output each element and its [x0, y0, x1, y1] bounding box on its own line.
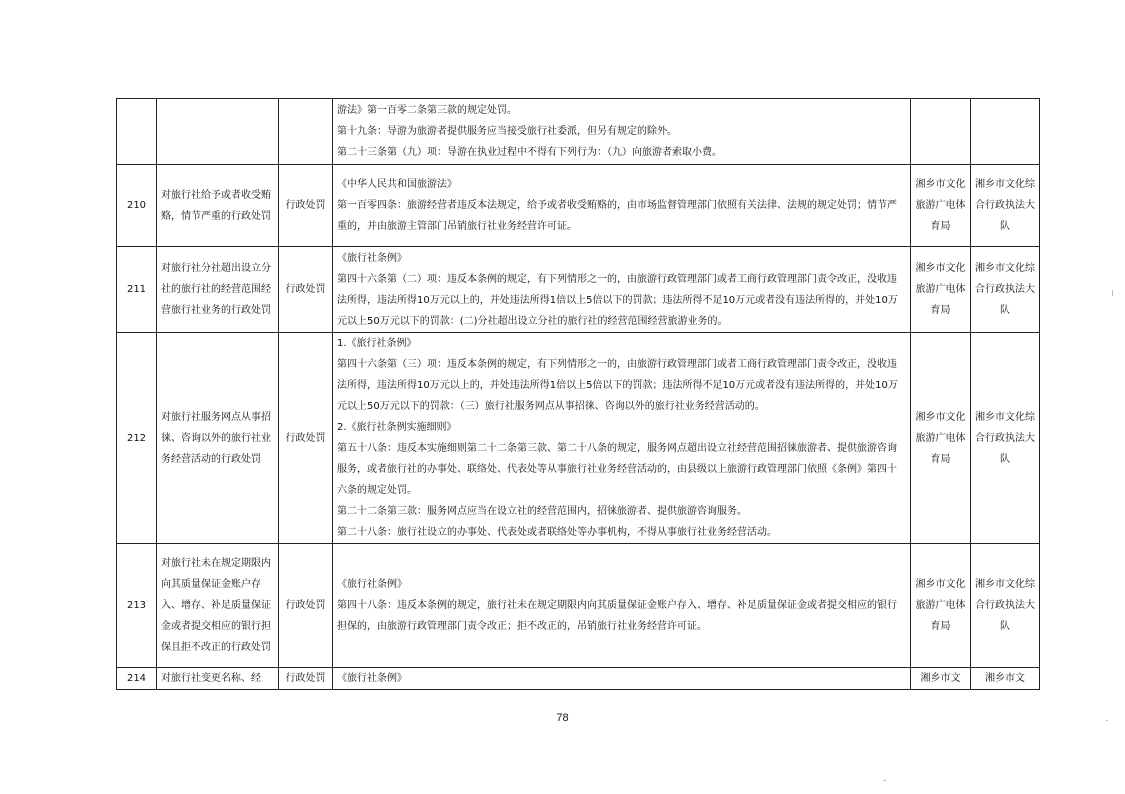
- basis-paragraph: 第一百零四条：旅游经营者违反本法规定，给予或者收受贿赂的，由市场监督管理部门依照有关法律、法规的规定处罚；情节严重的，并由旅游主管部门吊销旅行社业务经营许可证。: [337, 200, 897, 232]
- scan-speck: [883, 780, 886, 781]
- basis-paragraph: 《中华人民共和国旅游法》: [337, 179, 457, 190]
- responsible-department: 湘乡市文化旅游广电体育局: [911, 333, 971, 544]
- legal-basis: [333, 247, 911, 333]
- basis-paragraph: 1.《旅行社条例》: [337, 338, 417, 349]
- item-type: 行政处罚: [279, 668, 333, 690]
- scan-speck: [1112, 290, 1113, 296]
- legal-basis: [333, 668, 911, 690]
- item-type: 行政处罚: [279, 247, 333, 333]
- row-number: 214: [117, 668, 157, 690]
- legal-basis: [333, 165, 911, 247]
- responsible-department: [911, 99, 971, 165]
- basis-paragraph: 第十九条：导游为旅游者提供服务应当接受旅行社委派，但另有规定的除外。: [337, 126, 677, 137]
- scan-speck: [1106, 720, 1108, 721]
- row-number: 212: [117, 333, 157, 544]
- row-number: [117, 99, 157, 165]
- item-name: 对旅行社变更名称、经: [157, 668, 279, 690]
- penalty-table: [116, 98, 1040, 690]
- basis-paragraph: 《旅行社条例》: [337, 673, 407, 684]
- table-row: [117, 165, 1040, 247]
- enforcement-unit: 湘乡市文化综合行政执法大队: [971, 247, 1040, 333]
- item-type: 行政处罚: [279, 544, 333, 668]
- item-type: [279, 99, 333, 165]
- item-name: 对旅行社服务网点从事招徕、咨询以外的旅行社业务经营活动的行政处罚: [157, 333, 279, 544]
- enforcement-unit: 湘乡市文化综合行政执法大队: [971, 165, 1040, 247]
- table-row: [117, 99, 1040, 165]
- basis-paragraph: 2.《旅行社条例实施细则》: [337, 422, 457, 433]
- basis-paragraph: 《旅行社条例》: [337, 252, 407, 264]
- responsible-department: 湘乡市文化旅游广电体育局: [911, 247, 971, 333]
- enforcement-unit: 湘乡市文: [971, 668, 1040, 690]
- row-number: 210: [117, 165, 157, 247]
- item-name: 对旅行社分社超出设立分社的旅行社的经营范围经营旅行社业务的行政处罚: [157, 247, 279, 333]
- legal-basis: [333, 544, 911, 668]
- basis-paragraph: 第四十六条第（三）项：违反本条例的规定，有下列情形之一的，由旅游行政管理部门或者工商行政管理部门责令改正，没收违法所得，违法所得10万元以上的，并处违法所得1倍以上5倍以下的罚款；违法所得不足10万元或者没有违法所得的，并处10万元以上50万元以下的罚款：（三）旅行社服务网点从事招徕、咨询以外的旅行社业务经营活动的。: [337, 359, 898, 412]
- item-name: 对旅行社未在规定期限内向其质量保证金账户存入、增存、补足质量保证金或者提交相应的银行担保且拒不改正的行政处罚: [157, 544, 279, 668]
- basis-paragraph: 游法》第一百零二条第三款的规定处罚。: [337, 105, 517, 116]
- basis-paragraph: 《旅行社条例》: [337, 579, 407, 590]
- enforcement-unit: 湘乡市文化综合行政执法大队: [971, 544, 1040, 668]
- row-number: 213: [117, 544, 157, 668]
- basis-paragraph: 第五十八条：违反本实施细则第二十二条第三款、第二十八条的规定，服务网点超出设立社经营范围招徕旅游者、提供旅游咨询服务，或者旅行社的办事处、联络处、代表处等从事旅行社业务经营活动的，由县级以上旅游行政管理部门依照《条例》第四十六条的规定处罚。: [337, 443, 897, 496]
- table-row: [117, 668, 1040, 690]
- page-number: 78: [556, 712, 569, 724]
- responsible-department: 湘乡市文: [911, 668, 971, 690]
- basis-paragraph: 第二十三条第（九）项：导游在执业过程中不得有下列行为：（九）向旅游者索取小费。: [337, 147, 722, 158]
- item-type: 行政处罚: [279, 165, 333, 247]
- basis-paragraph: 第四十八条：违反本条例的规定，旅行社未在规定期限内向其质量保证金账户存入、增存、补足质量保证金或者提交相应的银行担保的，由旅游行政管理部门责令改正；拒不改正的，吊销旅行社业务经营许可证。: [337, 600, 897, 632]
- basis-paragraph: 第四十六条第（二）项：违反本条例的规定，有下列情形之一的，由旅游行政管理部门或者工商行政管理部门责令改正，没收违法所得，违法所得10万元以上的，并处违法所得1倍以上5倍以下的罚款；违法所得不足10万元或者没有违法所得的，并处10万元以上50万元以下的罚款：(二)分社超出设立分社的旅行社的经营范围经营旅游业务的。: [337, 273, 898, 327]
- table-row: [117, 544, 1040, 668]
- enforcement-unit: 湘乡市文化综合行政执法大队: [971, 333, 1040, 544]
- table-body: [117, 99, 1040, 690]
- legal-basis: [333, 333, 911, 544]
- table-row: [117, 333, 1040, 544]
- item-name: 对旅行社给予或者收受贿赂，情节严重的行政处罚: [157, 165, 279, 247]
- basis-paragraph: 第二十二条第三款：服务网点应当在设立社的经营范围内，招徕旅游者、提供旅游咨询服务。: [337, 506, 747, 517]
- legal-basis: [333, 99, 911, 165]
- enforcement-unit: [971, 99, 1040, 165]
- item-name: [157, 99, 279, 165]
- table-row: [117, 247, 1040, 333]
- responsible-department: 湘乡市文化旅游广电体育局: [911, 544, 971, 668]
- row-number: 211: [117, 247, 157, 333]
- item-type: 行政处罚: [279, 333, 333, 544]
- responsible-department: 湘乡市文化旅游广电体育局: [911, 165, 971, 247]
- basis-paragraph: 第二十八条：旅行社设立的办事处、代表处或者联络处等办事机构，不得从事旅行社业务经营活动。: [337, 527, 777, 538]
